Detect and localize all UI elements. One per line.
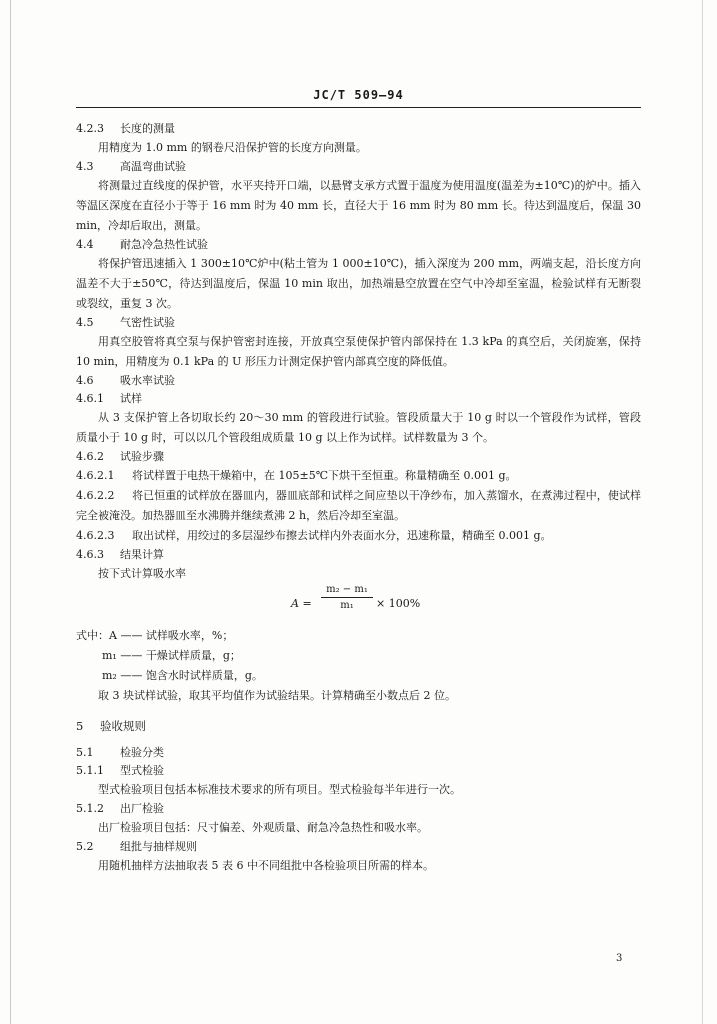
paragraph-4-6-2-3 xyxy=(76,526,641,546)
section-title: 试验步骤 xyxy=(120,450,164,463)
section-number: 4.6.3 xyxy=(76,548,104,561)
paragraph-4-5: 用真空胶管将真空泵与保护管密封连接，开放真空泵使保护管内部保持在 1.3 kPa 的真空后，关闭旋塞，保持 10 min，用精度为 0.1 kPa 的 U 形压力计测定保护管内部真空度的降低值。 xyxy=(76,335,641,368)
section-text: 将已恒重的试样放在器皿内，器皿底部和试样之间应垫以干净纱布，加入蒸馏水，在煮沸过程中，使试样完全被淹没。加热器皿至水沸腾并继续煮沸 2 h，然后冷却至室温。 xyxy=(76,489,641,522)
section-number: 5.1 xyxy=(76,746,94,759)
section-title: 长度的测量 xyxy=(120,122,175,135)
paragraph-4-3: 将测量过直线度的保护管，水平夹持开口端，以悬臂支承方式置于温度为使用温度(温差为±10℃)的炉中。插入等温区深度在直径小于等于 16 mm 时为 40 mm 长，直径大于 16 mm 时为 80 mm 长。待达到温度后，保温 30 min，冷却后取出，测量。 xyxy=(76,179,641,232)
section-number: 4.3 xyxy=(76,160,94,173)
section-title: 试样 xyxy=(120,392,142,405)
section-text: 将试样置于电热干燥箱中，在 105±5℃下烘干至恒重。称量精确至 0.001 g。 xyxy=(132,469,517,482)
section-title: 检验分类 xyxy=(120,746,164,759)
formula-fraction xyxy=(321,584,373,611)
section-number: 4.2.3 xyxy=(76,122,104,135)
heading-5-2 xyxy=(76,838,641,856)
heading-4-6 xyxy=(76,372,641,390)
formula-lhs: A = xyxy=(291,597,312,610)
section-title: 出厂检验 xyxy=(120,802,164,815)
section-title: 气密性试验 xyxy=(120,316,175,329)
section-title: 耐急冷急热性试验 xyxy=(120,238,208,251)
section-number: 5.1.2 xyxy=(76,802,104,815)
heading-5-1-2 xyxy=(76,800,641,818)
paragraph-4-4: 将保护管迅速插入 1 300±10℃炉中(粘土管为 1 000±10℃)，插入深度为 200 mm，两端支起，沿长度方向温差不大于±50℃，待达到温度后，保温 10 min 取出，加热端悬空放置在空气中冷却至室温，检验试样有无断裂或裂纹，重复 3 次。 xyxy=(76,257,641,310)
section-number: 4.6.2.2 xyxy=(76,489,115,502)
paragraph-5-2: 用随机抽样方法抽取表 5 表 6 中不同组批中各检验项目所需的样本。 xyxy=(98,859,434,872)
scan-edge-left xyxy=(10,0,11,1024)
section-title: 组批与抽样规则 xyxy=(120,840,197,853)
heading-5-1 xyxy=(76,744,641,762)
section-number: 4.6.2.1 xyxy=(76,469,115,482)
heading-4-5 xyxy=(76,314,641,332)
paragraph-5-1-1: 型式检验项目包括本标准技术要求的所有项目。型式检验每半年进行一次。 xyxy=(98,783,461,796)
paragraph-5-1-2: 出厂检验项目包括：尺寸偏差、外观质量、耐急冷急热性和吸水率。 xyxy=(98,821,428,834)
fraction-bar xyxy=(321,597,373,598)
section-number: 5.2 xyxy=(76,840,94,853)
legend-a: A —— 试样吸水率，%； xyxy=(109,629,234,642)
section-number: 5.1.1 xyxy=(76,764,104,777)
section-title: 型式检验 xyxy=(120,764,164,777)
result-statement: 取 3 块试样试验，取其平均值作为试验结果。计算精确至小数点后 2 位。 xyxy=(98,689,456,702)
heading-5 xyxy=(76,716,641,736)
paragraph-4-2-3: 用精度为 1.0 mm 的钢卷尺沿保护管的长度方向测量。 xyxy=(98,141,367,154)
water-absorption-formula xyxy=(76,584,641,626)
header-rule xyxy=(76,107,641,108)
legend-row-a xyxy=(76,626,641,646)
formula-rhs: × 100% xyxy=(376,597,421,610)
section-number: 5 xyxy=(76,719,84,733)
section-number: 4.6.1 xyxy=(76,392,104,405)
formula-denominator: m₁ xyxy=(340,600,354,611)
legend-m2: m₂ —— 饱含水时试样质量，g。 xyxy=(102,669,263,682)
heading-5-1-1 xyxy=(76,762,641,780)
section-text: 取出试样，用绞过的多层湿纱布擦去试样内外表面水分，迅速称量，精确至 0.001 g。 xyxy=(132,529,552,542)
heading-4-6-3 xyxy=(76,546,641,564)
section-number: 4.4 xyxy=(76,238,94,251)
formula-intro: 按下式计算吸水率 xyxy=(98,567,186,580)
heading-4-6-2 xyxy=(76,448,641,466)
section-number: 4.6 xyxy=(76,374,94,387)
section-title: 验收规则 xyxy=(100,719,146,733)
legend-m1: m₁ —— 干燥试样质量，g； xyxy=(102,649,241,662)
paragraph-4-6-2-1 xyxy=(76,466,641,486)
page-number: 3 xyxy=(616,953,623,964)
section-number: 4.6.2 xyxy=(76,450,104,463)
paragraph-4-6-2-2 xyxy=(76,486,641,526)
section-title: 吸水率试验 xyxy=(120,374,175,387)
legend-lead: 式中： xyxy=(76,629,109,642)
formula-legend xyxy=(76,626,641,686)
heading-4-3 xyxy=(76,158,641,176)
document-body xyxy=(76,120,641,876)
section-number: 4.6.2.3 xyxy=(76,529,115,542)
section-title: 结果计算 xyxy=(120,548,164,561)
paragraph-4-6-1: 从 3 支保护管上各切取长约 20～30 mm 的管段进行试验。管段质量大于 10 g 时以一个管段作为试样，管段质量小于 10 g 时，可以以几个管段组成质量 10 g 以上作为试样。试样数量为 3 个。 xyxy=(76,411,641,444)
formula-numerator: m₂ − m₁ xyxy=(326,584,368,595)
section-title: 高温弯曲试验 xyxy=(120,160,186,173)
section-number: 4.5 xyxy=(76,316,94,329)
heading-4-4 xyxy=(76,236,641,254)
scan-edge-right xyxy=(702,0,703,1024)
heading-4-6-1 xyxy=(76,390,641,408)
heading-4-2-3 xyxy=(76,120,641,138)
page-header: JC/T 509—94 xyxy=(313,88,404,102)
